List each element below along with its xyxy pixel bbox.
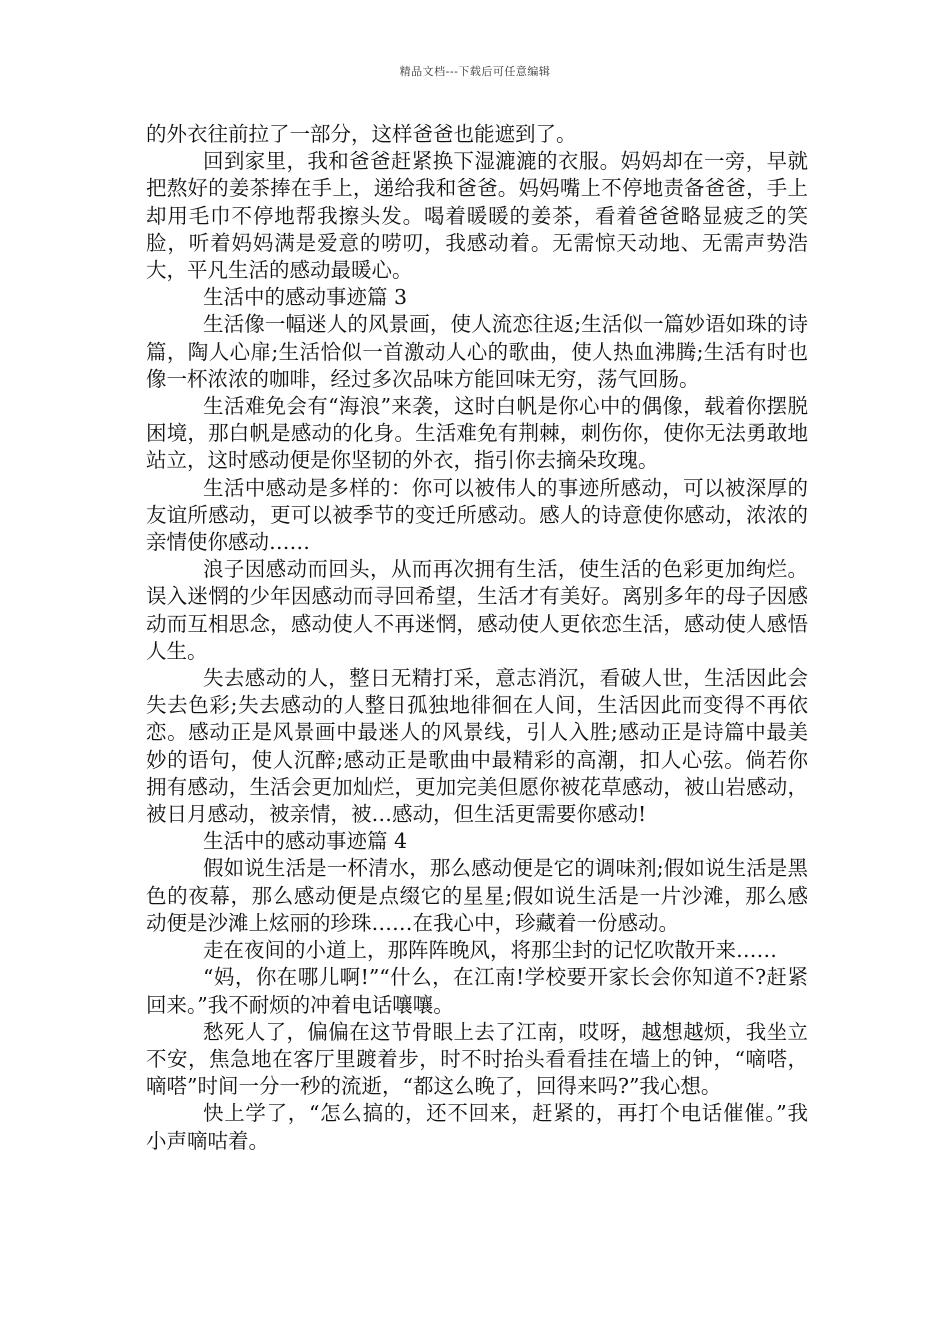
paragraph-life-metaphor: 生活像一幅迷人的风景画，使人流恋往返;生活似一篇妙语如珠的诗篇，陶人心扉;生活恰似一首激动人心的歌曲，使人热血沸腾;生活有时也像一杯浓浓的咖啡，经过多次品味方能回味无穷，荡气回肠。 xyxy=(146,312,808,391)
paragraph-anxious-wait: 愁死人了，偏偏在这节骨眼上去了江南，哎呀，越想越烦，我坐立不安，焦急地在客厅里踱着步，时不时抬头看看挂在墙上的钟，“嘀嗒，嘀嗒”时间一分一秒的流逝，“都这么晚了，回得来吗?”我心想。 xyxy=(146,1019,808,1099)
page-header: 精品文档---下载后可任意编辑 xyxy=(399,65,551,78)
paragraph-night-path: 走在夜间的小道上，那阵阵晚风，将那尘封的记忆吹散开来…… xyxy=(203,938,777,963)
section-heading-3: 生活中的感动事迹篇 3 xyxy=(203,285,408,310)
paragraph-white-sail: 生活难免会有“海浪”来袭，这时白帆是你心中的偶像，载着你摆脱困境，那白帆是感动的化身。生活难免有荆棘，刺伤你，使你无法勇敢地站立，这时感动便是你坚韧的外衣，指引你去摘朵玫瑰。 xyxy=(146,394,808,473)
paragraph-continuation: 的外衣往前拉了一部分，这样爸爸也能遮到了。 xyxy=(146,122,577,146)
paragraph-life-water: 假如说生活是一杯清水，那么感动便是它的调味剂;假如说生活是黑色的夜幕，那么感动便是点缀它的星星;假如说生活是一片沙滩，那么感动便是沙滩上炫丽的珍珠……在我心中，珍藏着一份感动。 xyxy=(146,856,808,935)
paragraph-losing-touch: 失去感动的人，整日无精打采，意志消沉，看破人世，生活因此会失去色彩;失去感动的人整日孤独地徘徊在人间，生活因此而变得不再依恋。感动正是风景画中最迷人的风景线，引人入胜;感动正是诗篇中最美妙的语句，使人沉醉;感动正是歌曲中最精彩的高潮，扣人心弦。倘若你拥有感动，生活会更加灿烂，更加完美但愿你被花草感动，被山岩感动，被日月感动，被亲情，被…感动，但生活更需要你感动! xyxy=(146,666,808,827)
document-body xyxy=(146,121,808,1155)
paragraph-prodigal: 浪子因感动而回头，从而再次拥有生活，使生活的色彩更加绚烂。误入迷惘的少年因感动而寻回希望，生活才有美好。离别多年的母子因感动而互相思念，感动使人不再迷惘，感动使人更依恋生活，感动使人感悟人生。 xyxy=(146,557,808,663)
paragraph-phone-call: “妈，你在哪儿啊!”“什么，在江南!学校要开家长会你知道不?赶紧回来。”我不耐烦的冲着电话嚷嚷。 xyxy=(146,965,808,1017)
paragraph-murmur: 快上学了，“怎么搞的，还不回来，赶紧的，再打个电话催催。”我小声嘀咕着。 xyxy=(146,1101,808,1153)
section-heading-4: 生活中的感动事迹篇 4 xyxy=(203,829,408,854)
paragraph-diverse-touch: 生活中感动是多样的：你可以被伟人的事迹所感动，可以被深厚的友谊所感动，更可以被季节的变迁所感动。感人的诗意使你感动，浓浓的亲情使你感动…… xyxy=(146,475,808,555)
paragraph-ginger-tea: 回到家里，我和爸爸赶紧换下湿漉漉的衣服。妈妈却在一旁，早就把熬好的姜茶捧在手上，递给我和爸爸。妈妈嘴上不停地责备爸爸，手上却用毛巾不停地帮我擦头发。喝着暖暖的姜茶，看着爸爸略显疲乏的笑脸，听着妈妈满是爱意的唠叨，我感动着。无需惊天动地、无需声势浩大，平凡生活的感动最暖心。 xyxy=(146,149,808,283)
